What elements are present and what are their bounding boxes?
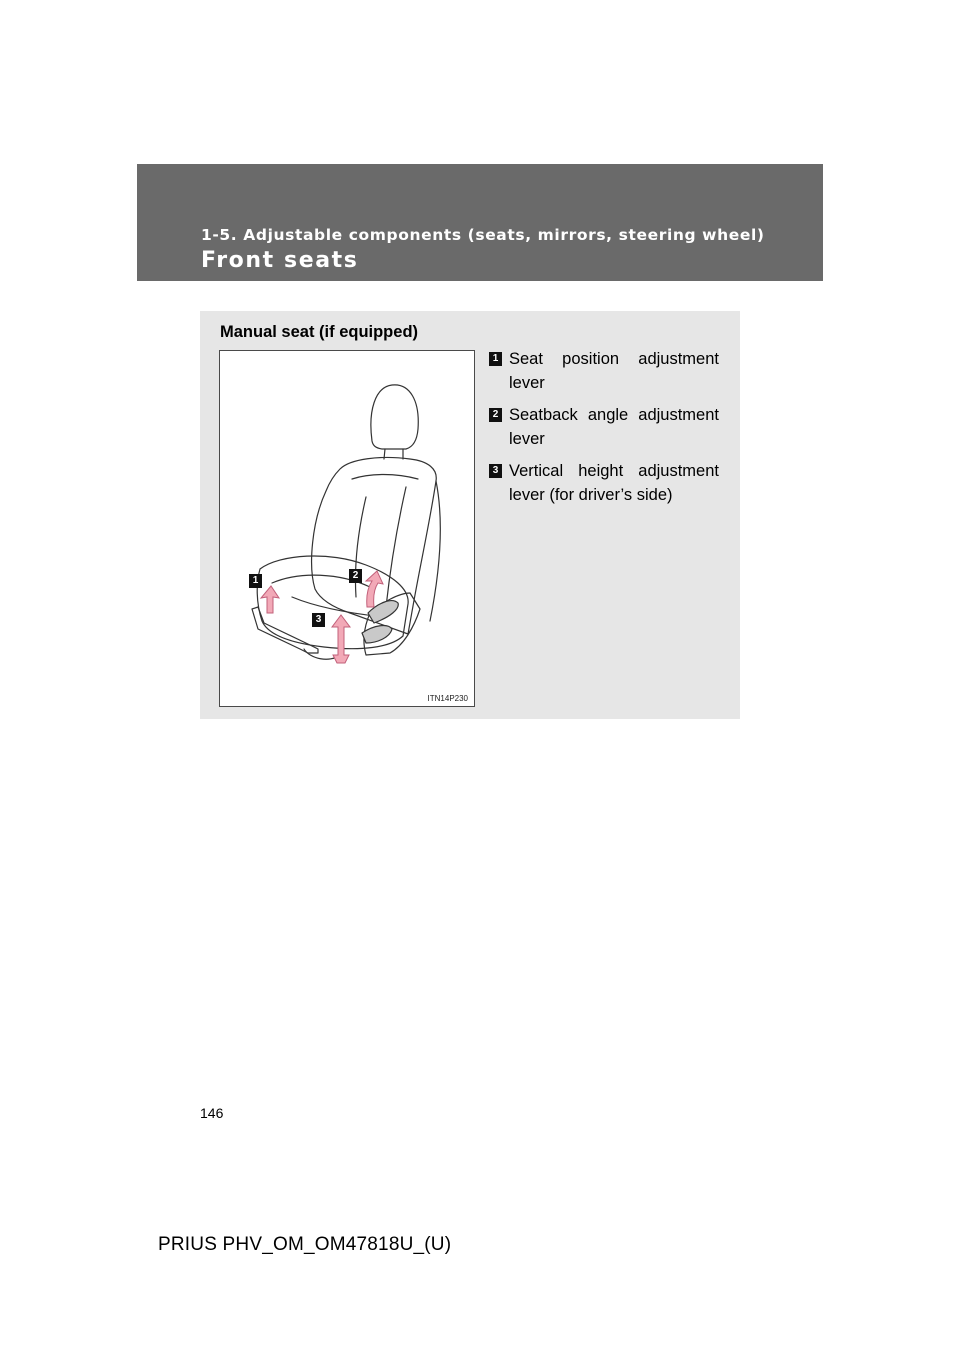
figure-code: ITN14P230 [427,694,468,703]
arrow-3 [332,615,350,663]
document-code: PRIUS PHV_OM_OM47818U_(U) [158,1234,452,1255]
number-badge: 3 [489,464,502,478]
arrow-1 [261,586,279,613]
manual-seat-panel [200,311,740,719]
header-band [137,164,823,281]
seat-rail [252,607,318,653]
page-title: Front seats [201,248,359,273]
seat-drawing [220,351,474,706]
page-number: 146 [200,1105,224,1121]
seat-illustration [219,350,475,707]
callout-3: 3 [312,613,325,627]
callout-legend [489,347,719,515]
callout-2: 2 [349,569,362,583]
height-lever [362,626,392,643]
legend-text: Seat position adjustment lever [509,350,719,392]
legend-text: Seatback angle adjustment lever [509,406,719,448]
number-badge: 2 [489,408,502,422]
legend-item [489,347,719,395]
number-badge: 1 [489,352,502,366]
seatback-side [430,481,440,621]
legend-text: Vertical height adjustment lever (for driver’s side) [509,462,719,504]
legend-item [489,459,719,507]
legend-item [489,403,719,451]
section-label: 1-5. Adjustable components (seats, mirrors, steering wheel) [201,226,765,244]
callout-1: 1 [249,574,262,588]
headrest [371,385,418,449]
panel-title: Manual seat (if equipped) [220,323,419,341]
arrow-2 [366,571,383,607]
seatback-contour [352,475,418,608]
